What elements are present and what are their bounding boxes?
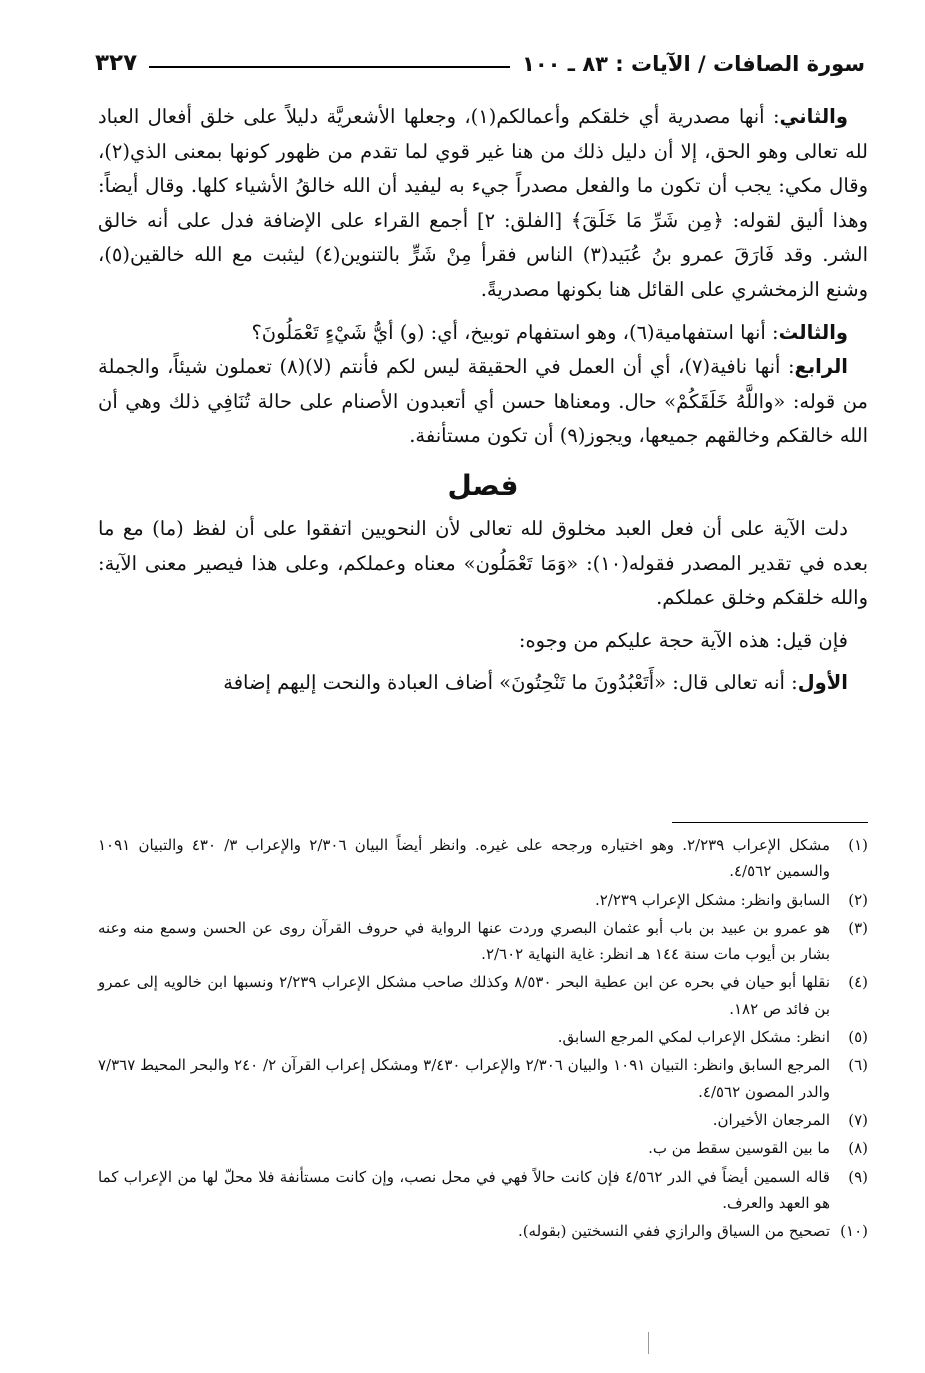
chapter-title: سورة الصافات / الآيات : ٨٣ ـ ١٠٠ — [522, 52, 865, 76]
footnote-number: (١٠) — [840, 1222, 868, 1241]
paragraph-text: فإن قيل: هذه الآية حجة عليكم من وجوه: — [518, 628, 848, 652]
paragraph-lead: والثالث — [778, 320, 848, 344]
footnote-text: هو عمرو بن عبيد بن باب أبو عثمان البصري وردت عنها الرواية في حروف القرآن روى عن الحسن وسمع منه وعنه بشار بن أيوب مات سنة ١٤٤ هـ انظر: غاية النهاية ٢/٦٠٢. — [98, 918, 830, 964]
footnote-number: (٣) — [848, 918, 868, 937]
footnote — [98, 1024, 868, 1050]
footnote-separator — [672, 822, 868, 823]
paragraph-text: دلت الآية على أن فعل العبد مخلوق لله تعالى لأن النحويين اتفقوا على أن لفظ (ما) مع ما بعده في تقدير المصدر فقوله(١٠): «وَمَا تَعْمَلُون» معناه وعملكم، وعلى هذا فيصير معنى الآية: والله خلقكم وخلق عملكم. — [98, 516, 868, 610]
paragraph — [98, 512, 868, 616]
footnote — [98, 1107, 868, 1133]
paragraph-text: : أنها استفهامية(٦)، وهو استفهام توبيخ، أي: (و) أيُّ شَيْءٍ تَعْمَلُونَ؟ — [251, 320, 779, 344]
header-rule — [149, 66, 510, 68]
footnote-text: نقلها أبو حيان في بحره عن ابن عطية البحر ٨/٥٣٠ وكذلك صاحب مشكل الإعراب ٢/٢٣٩ ونسبها ابن خالويه إلى عمرو بن فائد ص ١٨٢. — [98, 973, 830, 1018]
paragraph-lead: والثاني — [779, 105, 848, 128]
footnote — [98, 887, 868, 913]
paragraph — [98, 350, 868, 454]
footnote-text: ما بين القوسين سقط من ب. — [648, 1139, 830, 1158]
footnote-number: (٩) — [848, 1167, 868, 1186]
paragraph-lead: الأول — [797, 671, 848, 695]
footnotes — [98, 832, 868, 1246]
paragraph-text: : أنه تعالى قال: «أَتَعْبُدُونَ ما تَنْحِتُونَ» أضاف العبادة والنحت إليهم إضافة — [223, 671, 798, 695]
footnote-number: (٢) — [848, 890, 868, 909]
footnote-text: المرجعان الأخيران. — [712, 1110, 830, 1129]
footnote-text: مشكل الإعراب ٢/٢٣٩. وهو اختياره ورجحه على غيره. وانظر أيضاً البيان ٢/٣٠٦ والإعراب ٣/ ٤٣٠ والتبيان ١٠٩١ والسمين ٤/٥٦٢. — [98, 836, 830, 881]
footnote — [98, 969, 868, 1022]
paragraph — [98, 624, 868, 659]
page-number: ٣٢٧ — [95, 50, 138, 76]
scan-mark — [648, 1332, 649, 1354]
paragraph-text: : أنها مصدرية أي خلقكم وأعمالكم(١)، وجعلها الأشعريَّة دليلاً على خلق أفعال العباد لله تعالى وهو الحق، إلا أن دليل ذلك من هنا غير قوي لما تقدم من ظهور كونها بمعنى الذي(٢)، وقال مكي: يجب أن تكون ما والفعل مصدراً جيء به ليفيد أن الله خالقُ الأشياء كلها. وقال أيضاً: وهذا أليق لقوله: ﴿مِن شَرِّ مَا خَلَقَ﴾ [الفلق: ٢] أجمع القراء على الإضافة فدل على أنه خالق الشر. وقد فَارَقَ عمرو بنُ عُبَيد(٣) الناس فقرأ مِنْ شَرٍّ بالتنوين(٤) ليثبت مع الله خالقين(٥)، وشنع الزمخشري على القائل هنا بكونها مصدريةً. — [98, 105, 869, 301]
footnote-number: (٨) — [848, 1139, 868, 1158]
footnote — [98, 1135, 868, 1161]
paragraph — [98, 100, 868, 308]
footnote-text: السابق وانظر: مشكل الإعراب ٢/٢٣٩. — [594, 890, 830, 909]
running-header — [95, 40, 865, 76]
footnote — [98, 915, 868, 968]
section-heading: فصل — [447, 468, 519, 502]
paragraph — [98, 666, 868, 701]
footnote-text: تصحيح من السياق والرازي ففي النسختين (بقوله). — [517, 1222, 830, 1241]
footnote — [98, 1164, 868, 1217]
footnote-number: (٥) — [848, 1028, 868, 1047]
main-text — [98, 100, 868, 701]
footnote — [98, 1052, 868, 1105]
footnote-number: (٦) — [848, 1056, 868, 1075]
footnote-text: قاله السمين أيضاً في الدر ٤/٥٦٢ فإن كانت حالاً فهي في محل نصب، وإن كانت مستأنفة فلا محلّ لها من الإعراب كما هو العهد والعرف. — [98, 1167, 830, 1212]
footnote-text: المرجع السابق وانظر: التبيان ١٠٩١ والبيان ٢/٣٠٦ والإعراب ٣/٤٣٠ ومشكل إعراب القرآن ٢/ ٢٤٠ والبحر المحيط ٧/٣٦٧ والدر المصون ٤/٥٦٢. — [98, 1056, 831, 1101]
footnote-number: (٤) — [848, 973, 868, 992]
footnote — [98, 832, 868, 885]
paragraph — [98, 316, 868, 351]
footnote — [98, 1218, 868, 1244]
footnote-number: (٧) — [848, 1110, 868, 1129]
footnote-text: انظر: مشكل الإعراب لمكي المرجع السابق. — [557, 1028, 830, 1047]
footnote-number: (١) — [848, 836, 868, 854]
paragraph-text: : أنها نافية(٧)، أي أن العمل في الحقيقة ليس لكم فأنتم (لا)(٨) تعملون شيئاً، والجملة من قوله: «واللَّهُ خَلَقَكُمْ» حال. ومعناها حسن أي أتعبدون الأصنام على حالة تُنَافِي ذلك وهي أن الله خالقكم وخالقهم جميعها، ويجوز(٩) أن تكون مستأنفة. — [98, 355, 868, 448]
paragraph-lead: الرابع — [794, 355, 848, 379]
